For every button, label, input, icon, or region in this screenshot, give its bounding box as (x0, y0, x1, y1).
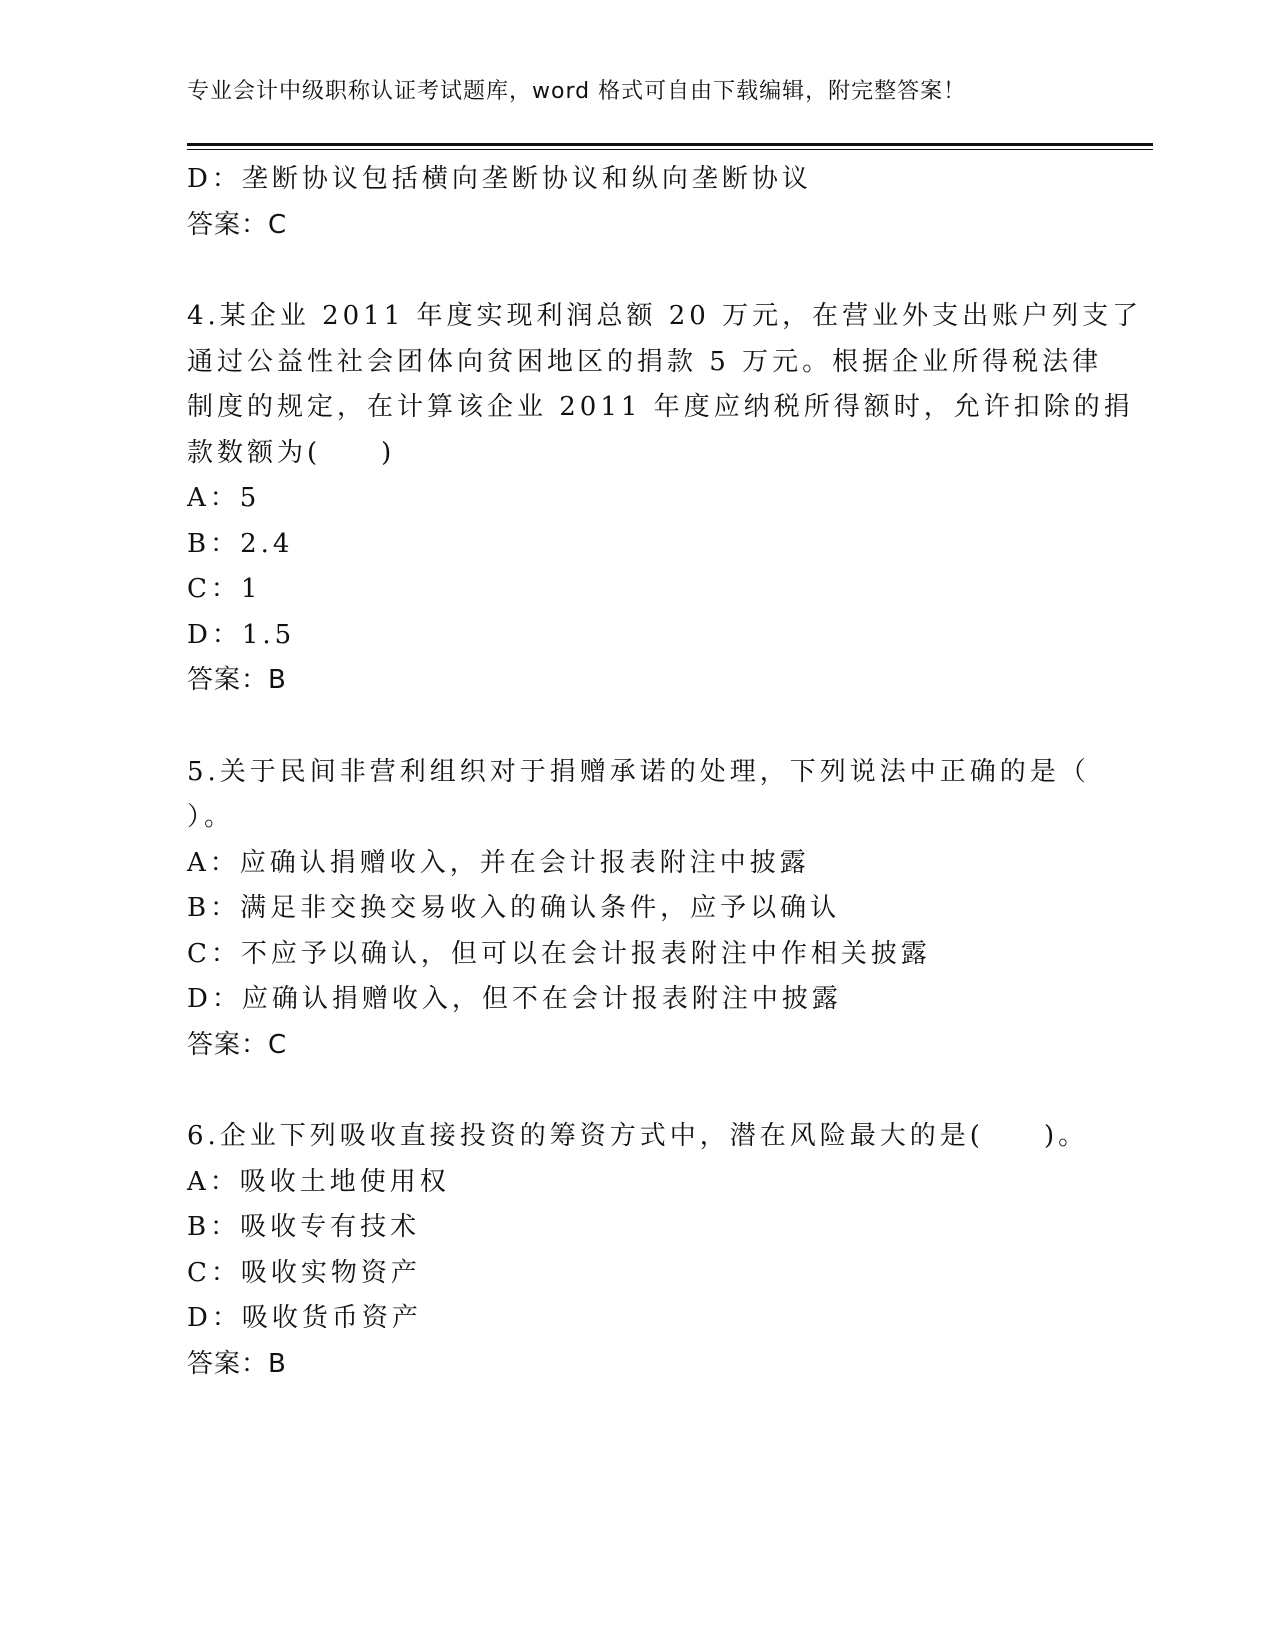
continued-option-d: D：垄断协议包括横向垄断协议和纵向垄断协议 (187, 164, 812, 194)
spacer (187, 704, 1087, 750)
question-4 (187, 294, 1143, 704)
question-content (187, 157, 1143, 1387)
answer-line: 答案：B (187, 665, 287, 695)
option-d: D：1.5 (187, 619, 296, 650)
option-b: B：满足非交换交易收入的确认条件，应予以确认 (187, 893, 841, 923)
continued-answer: 答案：C (187, 209, 288, 240)
spacer (187, 1068, 1087, 1114)
option-a: A：吸收土地使用权 (187, 1166, 450, 1197)
header-rule-thin (187, 149, 1153, 150)
answer-line: 答案：C (187, 1029, 288, 1060)
question-6 (187, 1114, 1087, 1387)
option-d: D：吸收货币资产 (187, 1303, 422, 1333)
question-stem-line: 5.关于民间非营利组织对于捐赠承诺的处理，下列说法中正确的是（ (187, 756, 1090, 787)
option-c: C：1 (187, 574, 262, 604)
question-5 (187, 750, 1090, 1069)
option-c: C：吸收实物资产 (187, 1257, 421, 1288)
option-c: C：不应予以确认，但可以在会计报表附注中作相关披露 (187, 938, 931, 969)
option-b: B：吸收专有技术 (187, 1212, 421, 1242)
question-stem-line: 制度的规定，在计算该企业 2011 年度应纳税所得额时，允许扣除的捐 (187, 392, 1134, 422)
option-a: A：5 (187, 483, 261, 513)
header-rule-thick (187, 143, 1153, 146)
spacer (187, 248, 1087, 294)
option-d: D：应确认捐赠收入，但不在会计报表附注中披露 (187, 984, 842, 1014)
question-stem-line: ）。 (187, 802, 235, 832)
answer-line: 答案：B (187, 1348, 287, 1379)
question-stem-line: 款数额为( ) (187, 437, 396, 468)
option-b: B：2.4 (187, 528, 294, 559)
question-stem-line: 通过公益性社会团体向贫困地区的捐款 5 万元。根据企业所得税法律 (187, 346, 1103, 377)
page-header: 专业会计中级职称认证考试题库，word 格式可自由下载编辑，附完整答案！ (187, 79, 967, 104)
question-stem-line: 6.企业下列吸收直接投资的筹资方式中，潜在风险最大的是( )。 (187, 1121, 1089, 1151)
option-a: A：应确认捐赠收入，并在会计报表附注中披露 (187, 847, 810, 878)
question-stem-line: 4.某企业 2011 年度实现利润总额 20 万元，在营业外支出账户列支了 (187, 301, 1143, 331)
